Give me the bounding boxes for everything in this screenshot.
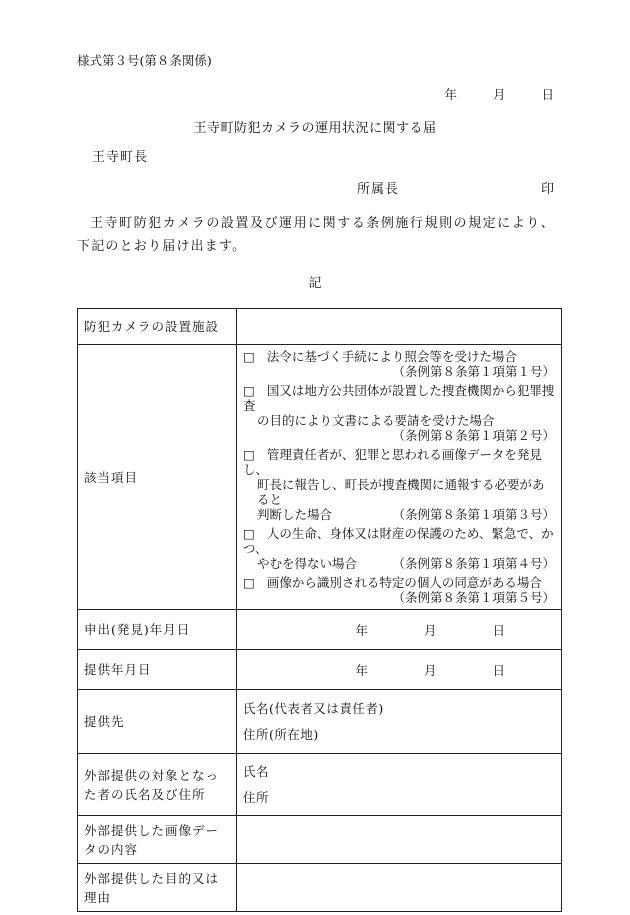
seal-mark: 印 [541, 182, 555, 197]
submission-date [0, 85, 554, 103]
option-3[interactable]: □ 管理責任者が、犯罪と思われる画像データを発見し、 町長に報告し、町長が捜査機関に通報する必要があると 判断した場合 （条例第８条第１項第３号） [243, 447, 555, 522]
content-field[interactable] [237, 816, 562, 864]
recipient-address: 住所(所在地) [243, 726, 319, 742]
subject-field[interactable] [237, 754, 562, 816]
provision-date-label: 提供年月日 [78, 650, 237, 690]
checkbox-icon[interactable]: □ [243, 349, 255, 364]
row-recipient [78, 690, 562, 754]
facility-field[interactable] [237, 309, 562, 345]
option-ref: （条例第８条第１項第２号） [392, 428, 555, 443]
row-purpose [78, 864, 562, 912]
report-table [77, 308, 562, 912]
affiliation-label: 所属長 [357, 182, 400, 197]
option-ref: （条例第８条第１項第３号） [392, 507, 555, 522]
checkbox-icon[interactable]: □ [243, 526, 255, 541]
ki-heading: 記 [308, 276, 322, 291]
applicable-label: 該当項目 [78, 345, 237, 610]
option-ref: （条例第８条第１項第５号） [392, 590, 555, 605]
row-report-date [78, 610, 562, 650]
option-4[interactable]: □ 人の生命、身体又は財産の保護のため、緊急で、かつ、 やむを得ない場合 （条例第８条第１項第４号） [243, 526, 555, 571]
option-2[interactable]: □ 国又は地方公共団体が設置した捜査機関から犯罪捜査 の目的により文書による要請を受けた場合 （条例第８条第１項第２号） [243, 383, 555, 443]
purpose-label: 外部提供した目的又は理由 [78, 864, 237, 912]
recipient-label: 提供先 [78, 690, 237, 754]
recipient-name: 氏名(代表者又は責任者) [243, 700, 384, 716]
date-month: 月 [492, 87, 506, 102]
report-date-field[interactable]: 年 月 日 [237, 610, 562, 650]
addressee: 王寺町長 [92, 150, 149, 165]
option-ref: （条例第８条第１項第４号） [392, 556, 555, 571]
checkbox-icon[interactable]: □ [243, 575, 255, 590]
date-year: 年 [444, 87, 457, 102]
provision-date-field[interactable]: 年 月 日 [237, 650, 562, 690]
report-date-label: 申出(発見)年月日 [78, 610, 237, 650]
date-day: 日 [541, 87, 554, 102]
purpose-field[interactable] [237, 864, 562, 912]
subject-name: 氏名 [243, 763, 270, 779]
option-5[interactable]: □ 画像から識別される特定の個人の同意がある場合 （条例第８条第１項第５号） [243, 575, 555, 605]
content-label: 外部提供した画像データの内容 [78, 816, 237, 864]
row-facility [78, 309, 562, 345]
recipient-field[interactable] [237, 690, 562, 754]
document-title: 王寺町防犯カメラの運用状況に関する届 [193, 121, 437, 136]
checkbox-icon[interactable]: □ [243, 383, 255, 398]
row-applicable [78, 345, 562, 610]
option-1[interactable]: □ 法令に基づく手続により照会等を受けた場合 （条例第８条第１項第１号） [243, 349, 555, 379]
facility-label: 防犯カメラの設置施設 [78, 309, 237, 345]
options-cell [237, 345, 562, 610]
row-subject [78, 754, 562, 816]
option-ref: （条例第８条第１項第１号） [392, 364, 555, 379]
row-provision-date [78, 650, 562, 690]
subject-address: 住所 [243, 789, 270, 805]
checkbox-icon[interactable]: □ [243, 447, 255, 462]
subject-label: 外部提供の対象となった者の氏名及び住所 [78, 754, 237, 816]
body-text: 王寺町防犯カメラの設置及び運用に関する条例施行規則の規定により、下記のとおり届け出ます。 [77, 216, 555, 254]
form-number: 様式第３号(第８条関係) [77, 53, 212, 68]
row-content [78, 816, 562, 864]
